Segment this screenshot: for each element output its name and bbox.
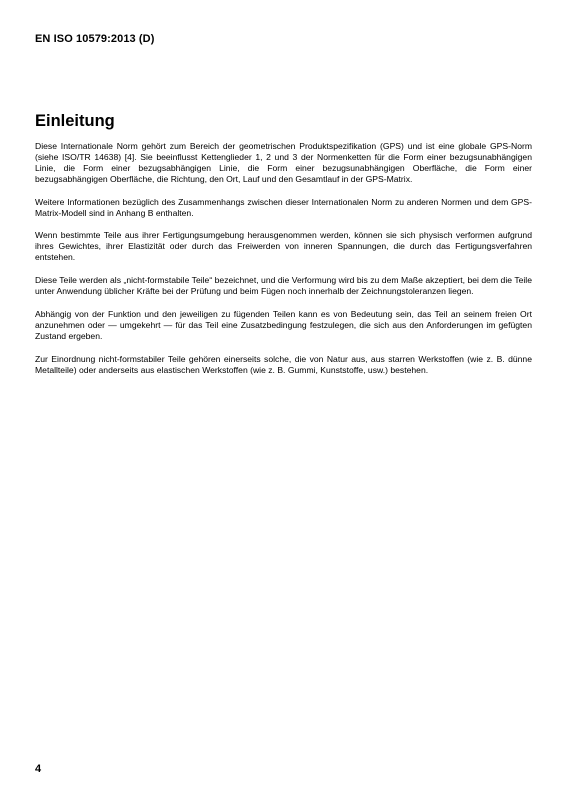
paragraph: Abhängig von der Funktion und den jeweiligen zu fügenden Teilen kann es von Bedeutung sein, das Teil an seinem freien Ort anzunehmen oder — umgekehrt — für das Teil eine Zusatzbedingung festzulegen, die sich aus den Anforderungen im gefügten Zustand ergeben. [35,308,532,341]
section-body [35,141,532,376]
section-title: Einleitung [35,112,115,130]
paragraph: Diese Internationale Norm gehört zum Bereich der geometrischen Produktspezifikation (GPS) und ist eine globale GPS-Norm (siehe ISO/TR 14638) [4]. Sie beeinflusst Kettenglieder 1, 2 und 3 der Normenketten für die Form einer bezugsunabhängigen Linie, die Form einer bezugsabhängigen Linie, die Form einer bezugsunabhängigen Oberfläche, die Form einer bezugsabhängigen Oberfläche, die Richtung, den Ort, Lauf und den Gesamtlauf in der GPS-Matrix. [35,141,532,184]
paragraph: Weitere Informationen bezüglich des Zusammenhangs zwischen dieser Internationalen Norm zu anderen Normen und dem GPS-Matrix-Modell sind in Anhang B enthalten. [35,196,532,218]
paragraph: Zur Einordnung nicht-formstabiler Teile gehören einerseits solche, die von Natur aus, aus starren Werkstoffen (wie z. B. dünne Metallteile) oder anderseits aus elastischen Werkstoffen (wie z. B. Gummi, Kunststoffe, usw.) bestehen. [35,353,532,375]
page-number: 4 [35,763,42,775]
paragraph: Diese Teile werden als „nicht-formstabile Teile“ bezeichnet, und die Verformung wird bis zu dem Maße akzeptiert, bei dem die Teile unter Anwendung üblicher Kräfte bei der Prüfung und beim Fügen noch innerhalb der Zeichnungstoleranzen liegen. [35,275,532,297]
paragraph: Wenn bestimmte Teile aus ihrer Fertigungsumgebung herausgenommen werden, können sie sich physisch verformen aufgrund ihres Gewichtes, ihrer Elastizität oder durch das Freiwerden von inneren Spannungen, die durch das Fertigungsverfahren entstehen. [35,230,532,263]
document-header: EN ISO 10579:2013 (D) [35,33,155,45]
